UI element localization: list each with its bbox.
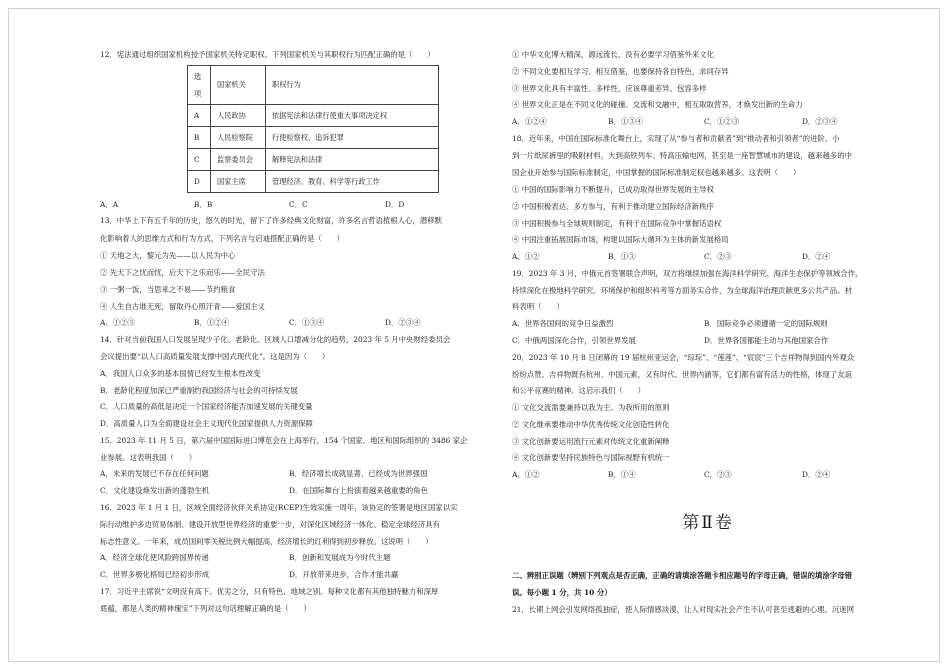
q14-choice-c[interactable]: C．人口质量的高低是决定一个国家经济能否加速发展的关键变量: [100, 402, 313, 411]
q18-item: ① 中国的国际影响力不断提升，已成功取得世界发展的主导权: [512, 185, 714, 194]
q17-item: ③ 世界文化具有丰富性、多样性，应该尊重差异、包容多样: [512, 84, 707, 93]
q16-choice-a[interactable]: A．经济全球化使风险跨国界传递: [100, 553, 209, 562]
q14-choice-d[interactable]: D．高质量人口为全面建设社会主义现代化国家提供人力资源保障: [100, 419, 313, 428]
option-b[interactable]: B．①③: [608, 252, 636, 261]
q19-stem-line: 持续深化在极地科学研究、环境保护和组织科考等方面务实合作，为全球海洋治理贡献更多公共产品。材: [512, 286, 852, 295]
q20-stem-line: 纷纷点赞。吉祥物既有杭州、中国元素，又有时代、世界内涵等，它们都有富有活力的性格，体现了友谊: [512, 370, 852, 379]
q20-item: ④ 文化创新要坚持民族特色与国际视野有机统一: [512, 453, 670, 462]
q13-item: ④ 人生自古谁无死，留取丹心照汗青——爱国主义: [100, 302, 265, 311]
q15-stem-line: 15．2023 年 11 月 5 日，第六届中国国际进口博览会在上海举行，154 个国家、地区和国际组织的 3486 家企: [100, 436, 468, 445]
q20-stem-line: 20．2023 年 10 月 8 日闭幕的 19 届杭州亚运会，“琮琮”、“莲莲”、“宸宸”三个吉祥物得到国内外观众: [512, 353, 855, 362]
option-d[interactable]: D．②④: [802, 470, 831, 479]
q15-stem-line: 业参展。这表明我国（ ）: [100, 453, 197, 462]
q19-stem-line: 19．2023 年 3 月，中俄元首签署联合声明，双方将继续加强在海洋科学研究、海洋生态保护等领域合作，: [512, 269, 863, 278]
option-a[interactable]: A．①②③: [100, 318, 135, 327]
q20-stem-line: 和公平竞赛的精神。这启示我们（ ）: [512, 386, 646, 395]
option-b[interactable]: B．①③④: [608, 117, 643, 126]
option-b[interactable]: B．B: [194, 200, 213, 209]
option-c[interactable]: C．C: [289, 200, 308, 209]
q15-choice-a[interactable]: A．未来的发展已不存在任何问题: [100, 469, 209, 478]
q13-item: ① 天地之大，黎元为先——以人民为中心: [100, 251, 236, 260]
q13-stem-line: 13．中华上下有五千年的历史，悠久的时光，留下了许多经典文化财富，许多名言哲语植根人心，潜移默: [100, 216, 442, 225]
table-row: [188, 127, 439, 149]
q20-item: ① 文化交流需要兼持以我为主、为我所用的原则: [512, 403, 670, 412]
q18-item: ② 中国积极表达、多方参与，有利于推动建立国际经济新秩序: [512, 202, 714, 211]
section-2-title: 第Ⅱ卷: [682, 513, 734, 533]
table-cell: 人民检察院: [211, 127, 266, 149]
q20-item: ③ 文化创新要运用流行元素对传统文化重新阐释: [512, 437, 670, 446]
q17-item: ④ 世界文化正是在不同文化的碰撞、交流和交融中，相互取取营养，才焕发出新的生命力: [512, 100, 803, 109]
q19-choice-a[interactable]: A．世界各国间的竞争日益激烈: [512, 319, 614, 328]
table-cell: 依据宪法和法律行使重大事项决定权: [266, 105, 439, 127]
q13-item: ② 先天下之忧而忧，后天下之乐而乐——全民守法: [100, 268, 265, 277]
option-d[interactable]: D．D: [385, 200, 405, 209]
q19-stem-line: 料表明（ ）: [512, 302, 564, 311]
q16-stem-line: 际行动维护多边贸易体制、建设开放型世界经济的重要一步，对深化区域经济一体化、稳定全球经济具有: [100, 520, 440, 529]
q18-stem-line: 国企业开始参与国际标准制定，中国掌握的国际标准制定权也越来越多。这表明（ ）: [512, 168, 801, 177]
table-cell: A: [188, 105, 211, 127]
q18-item: ④ 中国注重拓展国际市场，构建以国际大循环为主体的新发展格局: [512, 235, 729, 244]
q15-choice-b[interactable]: B．经济增长成就显著，已经成为世界强国: [289, 469, 428, 478]
table-header-power: 职权行为: [266, 66, 439, 105]
table-cell: 人民政协: [211, 105, 266, 127]
option-c[interactable]: C．②③: [704, 252, 732, 261]
q19-choice-c[interactable]: C．中俄两国深化合作，引领世界发展: [512, 336, 636, 345]
table-cell: D: [188, 171, 211, 193]
q17-item: ② 不同文化要相互学习、相互借鉴，也要保持各自特色，求同存异: [512, 67, 729, 76]
table-cell: 监察委员会: [211, 149, 266, 171]
option-b[interactable]: B．①④: [608, 470, 636, 479]
q14-choice-a[interactable]: A．我国人口众多的基本国情已经发生根本性改变: [100, 369, 261, 378]
option-d[interactable]: D．②③④: [802, 117, 838, 126]
q14-stem-line: 14．针对当前我国人口发展呈现少子化、老龄化、区域人口增减分化的趋势，2023 年 5 月中央财经委员会: [100, 335, 451, 344]
q20-item: ② 文化继承要推动中华优秀传统文化创造性转化: [512, 420, 670, 429]
q18-item: ③ 中国积极参与全球规则制定，有利于在国际竞争中掌握话语权: [512, 219, 722, 228]
table-header-organ: 国家机关: [211, 66, 266, 105]
q16-stem-line: 16．2023 年 1 月 1 日，区域全面经济伙伴关系协定(RCEP)生效实施一周年，该协定的签署是地区国家以实: [100, 503, 458, 512]
option-c[interactable]: C．②③: [704, 470, 732, 479]
q13-item: ③ 一粥一饭，当思来之不易——节约粮食: [100, 285, 236, 294]
table-cell: 管理经济、教育、科学等行政工作: [266, 171, 439, 193]
q18-stem-line: 18．近年来，中国在国际标准化舞台上，实现了从“参与者和贡献者”到“推动者和引领者”的进阶。小: [512, 134, 840, 143]
q21-stem-line: 21．长期上网会引发网络孤独症，使人际情感淡漠，让人对现实社会产生不认可甚至逃避的心理。沉迷网: [512, 605, 854, 614]
table-row: [188, 66, 439, 105]
q15-choice-c[interactable]: C．文化建设焕发出新的蓬勃生机: [100, 486, 210, 495]
option-a[interactable]: A．A: [100, 200, 119, 209]
q17-stem-line: 17．习近平主席说“文明没有高下、优劣之分，只有特色、地域之别。每种文化都有其他独特魅力和深厚: [100, 587, 439, 596]
table-row: [188, 149, 439, 171]
q18-stem-line: 到一片纸尿裤里的吸附材料，大到高铁列车、特高压输电网，甚至是一座智慧城市的建设，越来越多的中: [512, 151, 852, 160]
option-b[interactable]: B．①②④: [194, 318, 229, 327]
option-c[interactable]: C．①②③: [704, 117, 740, 126]
table-cell: 行使检察权，追诉犯罪: [266, 127, 439, 149]
table-cell: 国家主席: [211, 171, 266, 193]
q19-choice-b[interactable]: B．国际竞争必须遵循一定的国际规则: [704, 319, 828, 328]
option-c[interactable]: C．①③④: [289, 318, 325, 327]
table-cell: C: [188, 149, 211, 171]
option-a[interactable]: A．①②④: [512, 117, 547, 126]
section-2-instruction-line: 二、辨别正误题（辨别下列观点是否正确，正确的请填涂答题卡相应题号的字母正确，错误的填涂字母错: [512, 571, 852, 580]
q16-choice-b[interactable]: B．创新和发展成为今时代主题: [289, 553, 391, 562]
q15-choice-d[interactable]: D．在国际舞台上扮演着越来越重要的角色: [289, 486, 428, 495]
q16-stem-line: 标志性意义。一年来，成员国间零关税比例大幅提高，经济增长的红利得到初步释放。这说明（ ）: [100, 537, 433, 546]
q16-choice-c[interactable]: C．世界多极化格局已经初步形成: [100, 570, 210, 579]
table-cell: B: [188, 127, 211, 149]
q13-stem-line: 化影响着人的思维方式和行为方式，下列名言与启迪搭配正确的是（ ）: [100, 234, 344, 243]
table-row: [188, 105, 439, 127]
table-row: [188, 171, 439, 193]
option-d[interactable]: D．②③④: [385, 318, 421, 327]
q12-stem: 12．宪法通过组织国家机构授予国家机关特定职权。下列国家机关与其职权行为匹配正确的是（ ）: [100, 50, 435, 59]
q19-choice-d[interactable]: D．世界各国都能主动与其他国家合作: [704, 336, 829, 345]
q14-choice-b[interactable]: B．老龄化程度加深已严重制约我国经济与社会的可持续发展: [100, 386, 298, 395]
option-a[interactable]: A．①②: [512, 252, 540, 261]
q12-table: [187, 65, 439, 193]
q17-stem-line: 底蕴，都是人类的精神瑰宝”下列对这句话理解正确的是（ ）: [100, 604, 311, 613]
section-2-instruction-line: 误。每小题 1 分，共 10 分）: [512, 588, 612, 597]
option-a[interactable]: A．①②: [512, 470, 540, 479]
table-header-option: 选项: [188, 66, 211, 105]
table-cell: 解释宪法和法律: [266, 149, 439, 171]
q17-item: ① 中华文化博大精深，源远流长，没有必要学习借鉴外来文化: [512, 50, 714, 59]
option-d[interactable]: D．②④: [802, 252, 831, 261]
q14-stem-line: 会议提出要“以人口高质量发展支撑中国式现代化”。这是因为（ ）: [100, 352, 330, 361]
q16-choice-d[interactable]: D．开放带来进步，合作才能共赢: [289, 570, 399, 579]
